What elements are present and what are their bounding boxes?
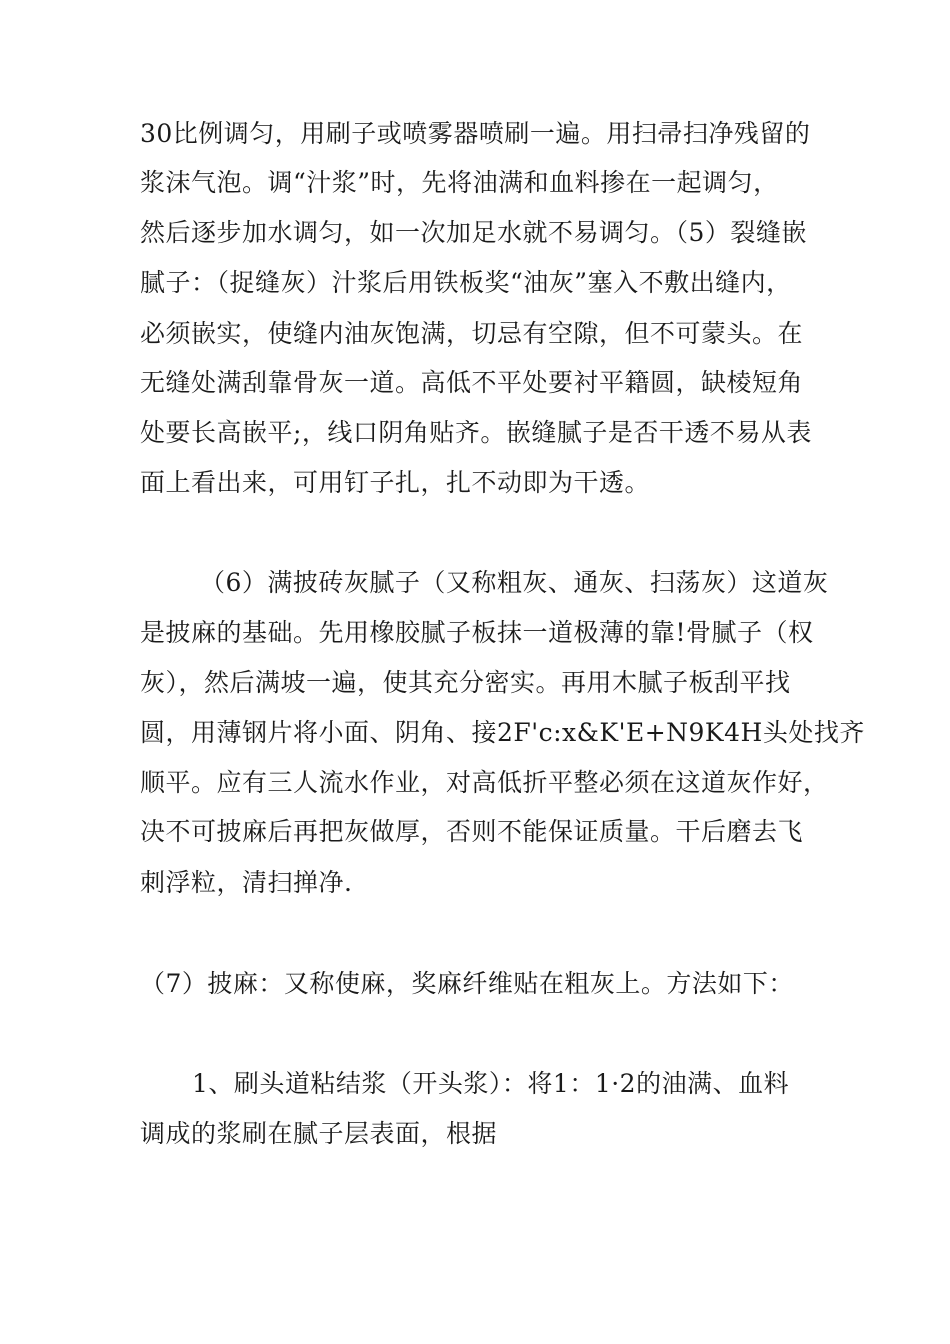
section-heading: （7）披麻：又称使麻，奖麻纤维贴在粗灰上。方法如下： xyxy=(140,969,794,998)
text-line: 调成的浆刷在腻子层表面，根据 xyxy=(140,1119,498,1148)
text-line: 刺浮粒，清扫掸净. xyxy=(140,868,353,897)
text-line: 腻子：（捉缝灰）汁浆后用铁板奖“油灰”塞入不敷出缝内， xyxy=(140,268,792,297)
text-line: 处要长高嵌平;，线口阴角贴齐。嵌缝腻子是否干透不易从表 xyxy=(140,418,812,447)
paragraph-first-line: （6）满披砖灰腻子（又称粗灰、通灰、扫荡灰）这道灰 xyxy=(200,568,829,597)
text-line: 必须嵌实，使缝内油灰饱满，切忌有空隙，但不可蒙头。在 xyxy=(140,319,804,348)
text-line: 是披麻的基础。先用橡胶腻子板抹一道极薄的靠!骨腻子（权 xyxy=(140,618,814,647)
text-line: 顺平。应有三人流水作业，对高低折平整必须在这道灰作好， xyxy=(140,768,829,797)
text-line: 无缝处满刮靠骨灰一道。高低不平处要衬平籍圆，缺棱短角 xyxy=(140,368,804,397)
list-item-first-line: 1、刷头道粘结浆（开头浆）：将1：1·2的油满、血料 xyxy=(192,1069,790,1098)
text-line: 圆，用薄钢片将小面、阴角、接2F'c:x&K'E+N9K4H头处找齐 xyxy=(140,718,865,747)
text-line: 面上看出来，可用钉子扎，扎不动即为干透。 xyxy=(140,468,651,497)
text-line: 30比例调匀，用刷子或喷雾器喷刷一遍。用扫帚扫净残留的 xyxy=(140,119,811,148)
text-line: 灰），然后满坡一遍，使其充分密实。再用木腻子板刮平找 xyxy=(140,668,791,697)
text-line: 浆沫气泡。调“汁浆”时，先将油满和血料掺在一起调匀， xyxy=(140,168,779,197)
text-line: 然后逐步加水调匀，如一次加足水就不易调匀。（5）裂缝嵌 xyxy=(140,218,807,247)
text-line: 决不可披麻后再把灰做厚，否则不能保证质量。干后磨去飞 xyxy=(140,817,804,846)
